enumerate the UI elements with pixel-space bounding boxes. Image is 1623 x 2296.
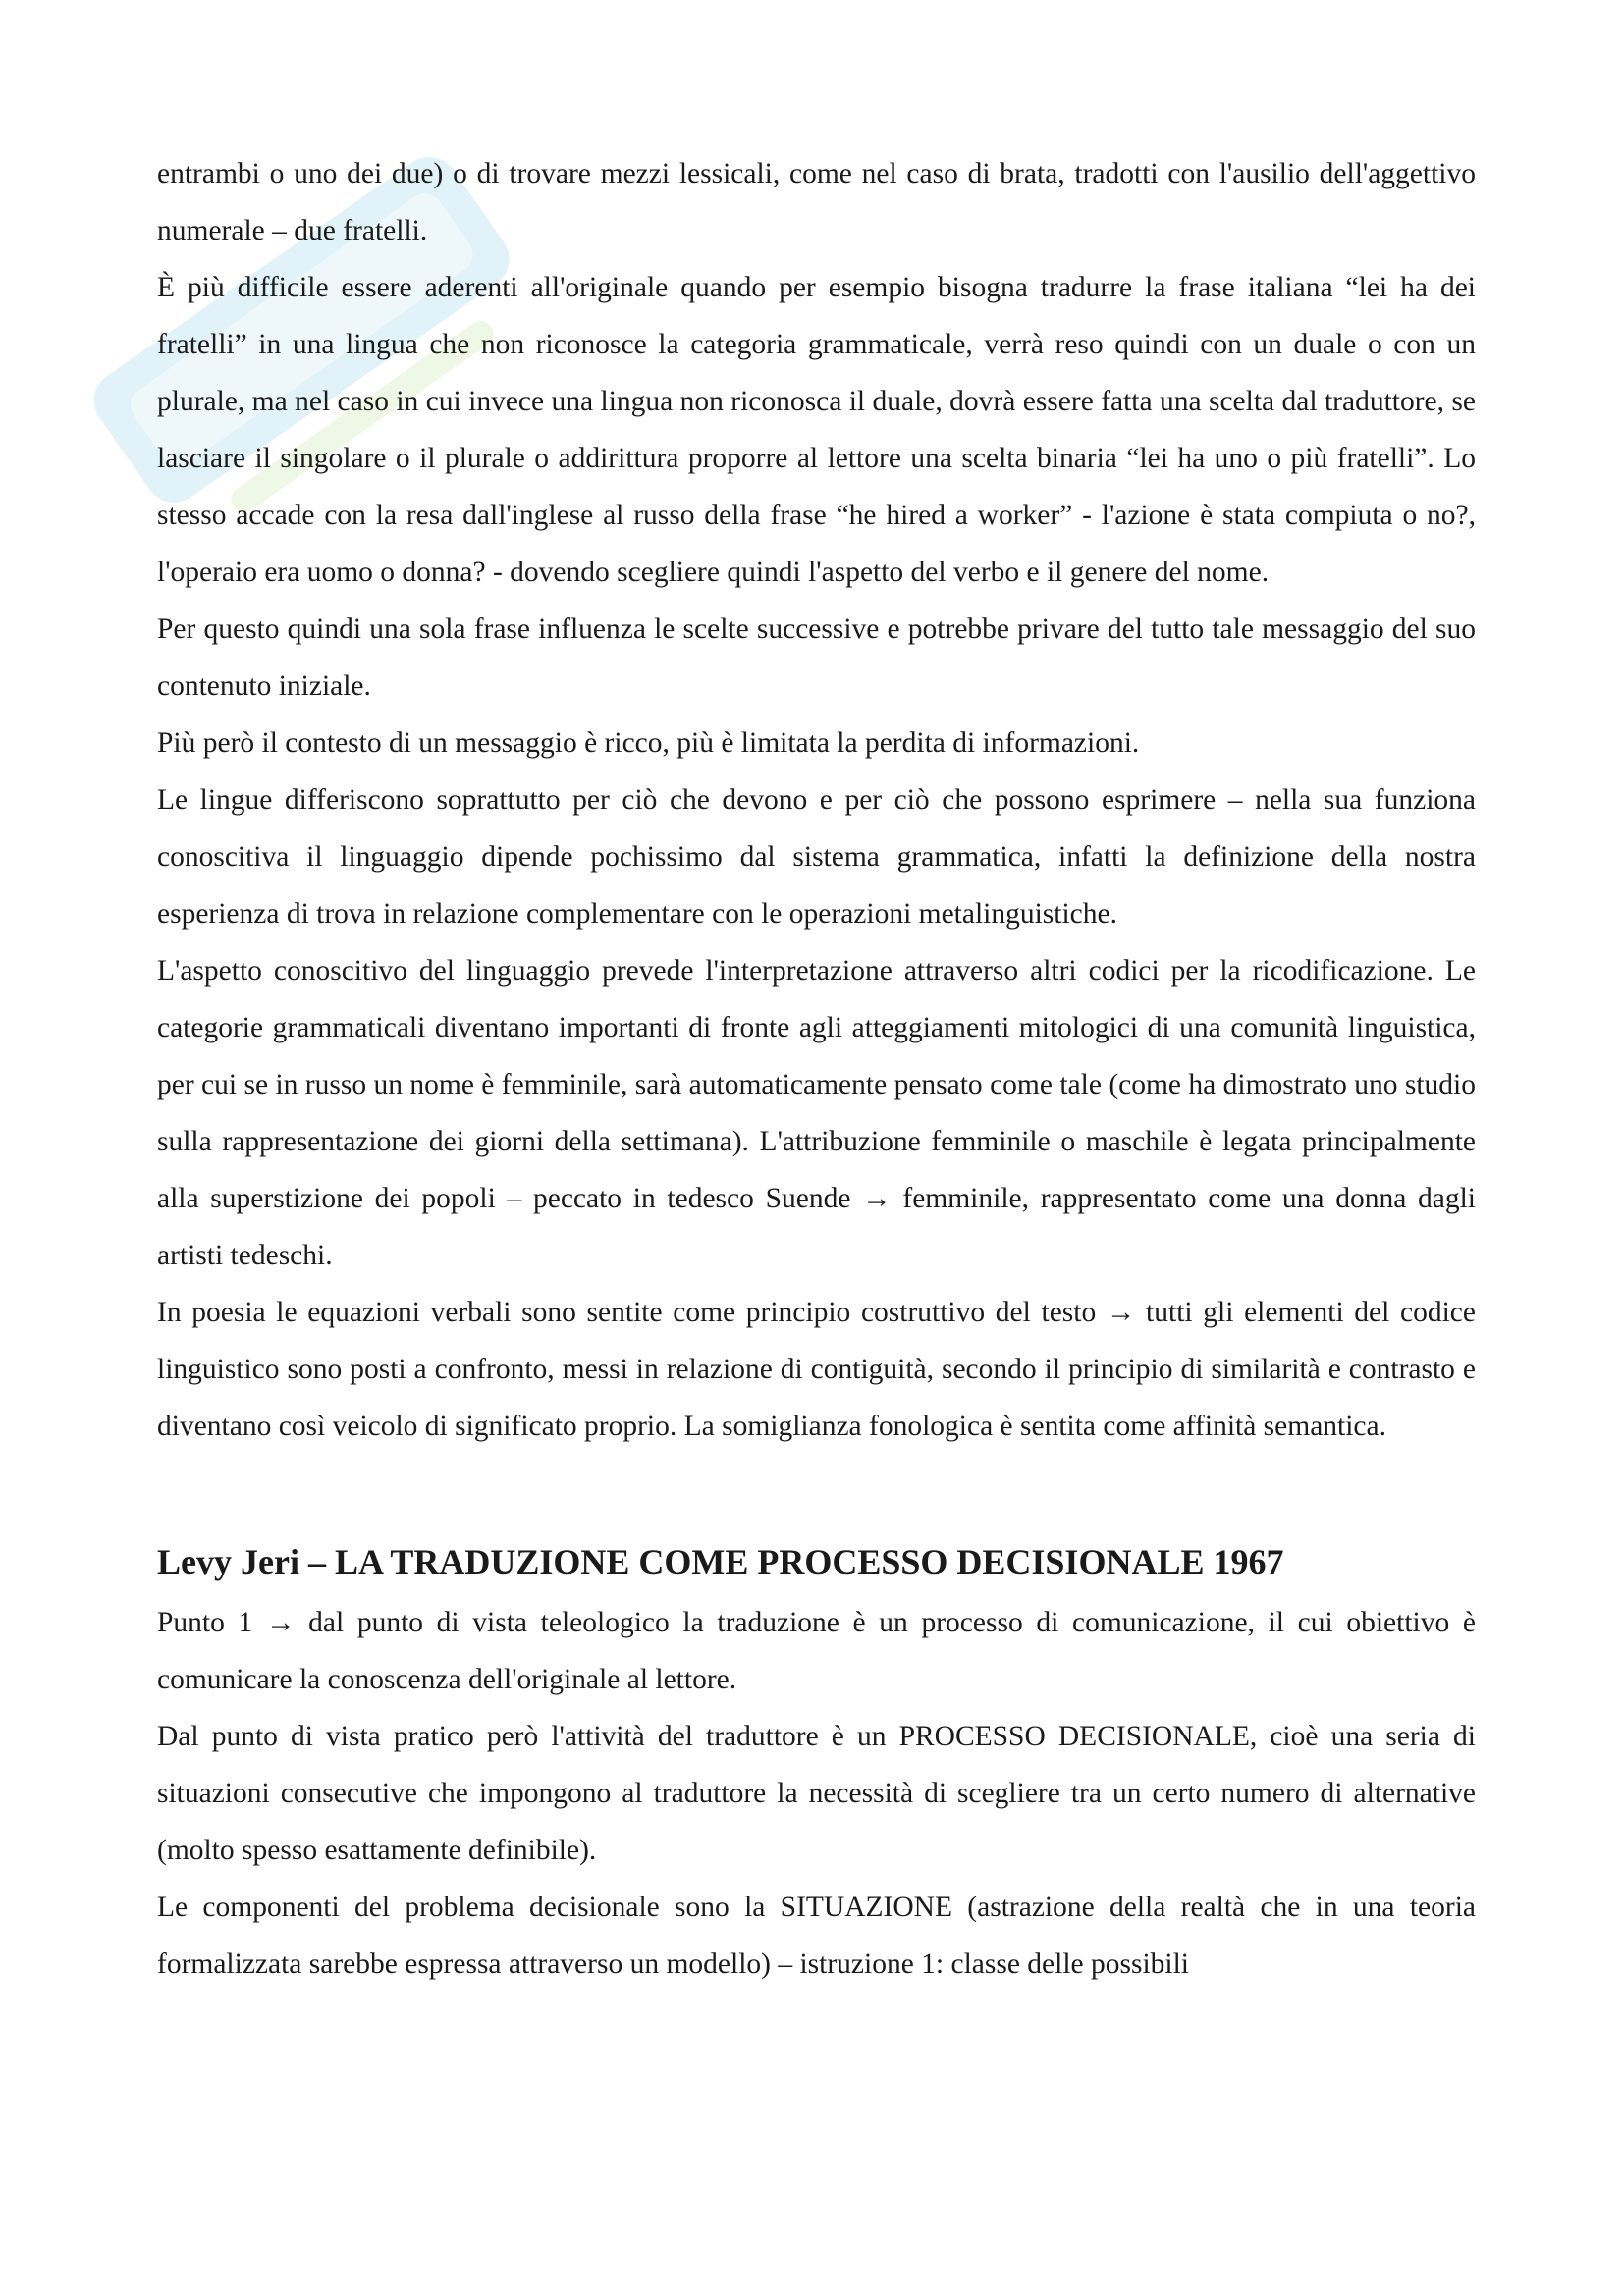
- paragraph: Punto 1 → dal punto di vista teleologico la traduzione è un processo di comunicazione, il cui obiettivo è comunicare la conoscenza dell'originale al lettore.: [157, 1607, 1476, 1695]
- paragraph: Dal punto di vista pratico però l'attività del traduttore è un PROCESSO DECISIONALE, cioè una seria di situazioni consecutive che impongono al traduttore la necessità di scegliere tra un certo numero di alternative (molto spesso esattamente definibile).: [157, 1721, 1476, 1866]
- paragraph: In poesia le equazioni verbali sono sentite come principio costruttivo del testo → tutti gli elementi del codice linguistico sono posti a confronto, messi in relazione di contiguità, secondo il principio di similarità e contrasto e diventano così veicolo di significato proprio. La somiglianza fonologica è sentita come affinità semantica.: [157, 1297, 1476, 1442]
- paragraph: entrambi o uno dei due) o di trovare mezzi lessicali, come nel caso di brata, tradotti con l'ausilio dell'aggettivo numerale – due fratelli.: [157, 158, 1476, 246]
- document-page: [157, 145, 1476, 1993]
- paragraph: È più difficile essere aderenti all'originale quando per esempio bisogna tradurre la frase italiana “lei ha dei fratelli” in una lingua che non riconosce la categoria grammaticale, verrà reso quindi con un duale o con un plurale, ma nel caso in cui invece una lingua non riconosca il duale, dovrà essere fatta una scelta dal traduttore, se lasciare il singolare o il plurale o addirittura proporre al lettore una scelta binaria “lei ha uno o più fratelli”. Lo stesso accade con la resa dall'inglese al russo della frase “he hired a worker” - l'azione è stata compiuta o no?, l'operaio era uomo o donna? - dovendo scegliere quindi l'aspetto del verbo e il genere del nome.: [157, 272, 1476, 588]
- paragraph: Le lingue differiscono soprattutto per ciò che devono e per ciò che possono esprimere – nella sua funziona conoscitiva il linguaggio dipende pochissimo dal sistema grammatica, infatti la definizione della nostra esperienza di trova in relazione complementare con le operazioni metalinguistiche.: [157, 784, 1476, 930]
- section-heading: Levy Jeri – LA TRADUZIONE COME PROCESSO DECISIONALE 1967: [157, 1542, 1284, 1581]
- paragraph: Più però il contesto di un messaggio è ricco, più è limitata la perdita di informazioni.: [157, 727, 1140, 759]
- paragraph: L'aspetto conoscitivo del linguaggio prevede l'interpretazione attraverso altri codici per la ricodificazione. Le categorie grammaticali diventano importanti di fronte agli atteggiamenti mitologici di una comunità linguistica, per cui se in russo un nome è femminile, sarà automaticamente pensato come tale (come ha dimostrato uno studio sulla rappresentazione dei giorni della settimana). L'attribuzione femminile o maschile è legata principalmente alla superstizione dei popoli – peccato in tedesco Suende → femminile, rappresentato come una donna dagli artisti tedeschi.: [157, 955, 1476, 1271]
- paragraph: Le componenti del problema decisionale sono la SITUAZIONE (astrazione della realtà che in una teoria formalizzata sarebbe espressa attraverso un modello) – istruzione 1: classe delle possibili: [157, 1892, 1476, 1980]
- paragraph: Per questo quindi una sola frase influenza le scelte successive e potrebbe privare del tutto tale messaggio del suo contenuto iniziale.: [157, 614, 1476, 702]
